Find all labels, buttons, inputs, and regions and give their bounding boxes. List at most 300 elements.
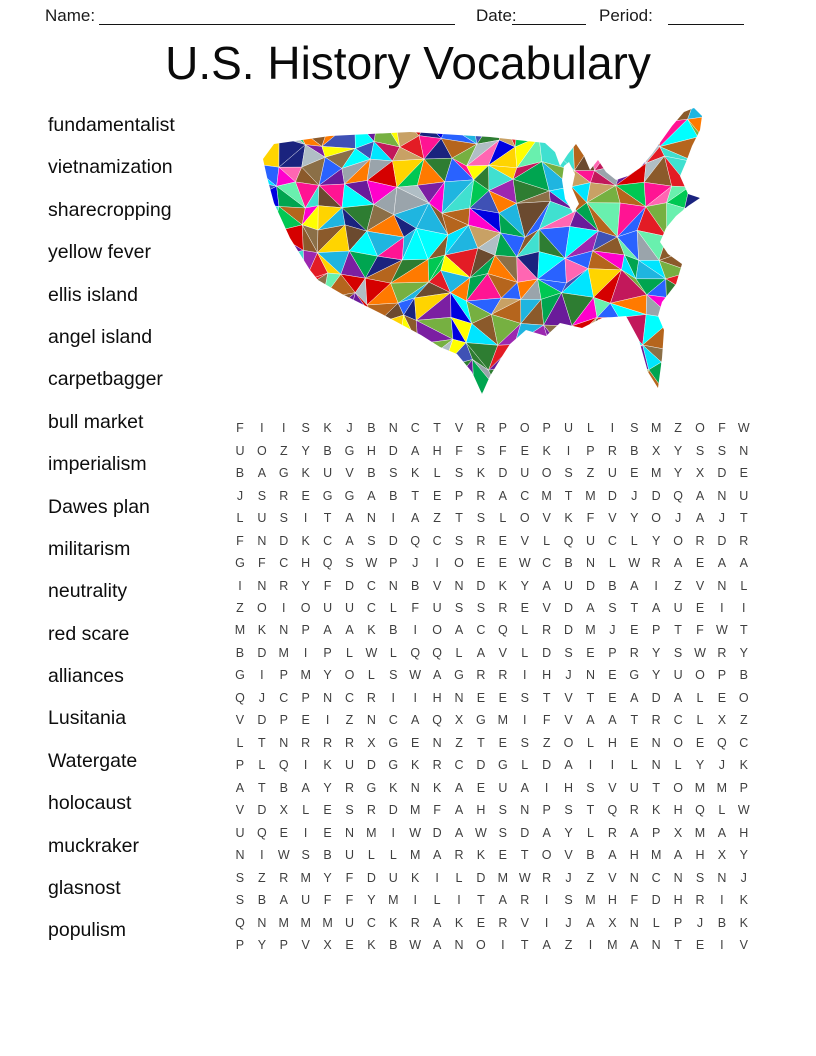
grid-letter: A	[498, 488, 507, 503]
grid-letter: V	[498, 645, 507, 660]
grid-letter: F	[718, 421, 726, 436]
grid-letter: A	[454, 825, 464, 840]
word-list	[48, 104, 248, 952]
grid-letter: H	[695, 848, 705, 863]
grid-letter: W	[694, 645, 706, 660]
grid-letter: R	[607, 825, 617, 840]
grid-letter: V	[520, 915, 529, 930]
grid-letter: X	[454, 713, 464, 728]
grid-letter: J	[696, 915, 704, 930]
grid-letter: S	[520, 690, 529, 705]
grid-letter: C	[476, 623, 486, 638]
grid-letter: M	[278, 915, 289, 930]
grid-letter: O	[673, 735, 683, 750]
grid-letter: D	[651, 893, 661, 908]
grid-letter: X	[673, 825, 683, 840]
grid-letter: D	[520, 825, 530, 840]
grid-letter: P	[542, 803, 551, 818]
grid-letter: M	[388, 893, 399, 908]
grid-letter: A	[695, 511, 705, 526]
grid-letter: F	[542, 713, 551, 728]
grid-letter: N	[673, 870, 683, 885]
grid-letter: O	[738, 690, 749, 705]
grid-letter: E	[695, 938, 705, 953]
grid-letter: J	[565, 668, 572, 683]
grid-letter: G	[366, 780, 377, 795]
grid-letter: R	[607, 443, 617, 458]
grid-letter: P	[652, 623, 661, 638]
grid-letter: A	[432, 848, 442, 863]
grid-letter: S	[717, 443, 727, 458]
grid-letter: V	[235, 803, 245, 818]
grid-letter: T	[564, 488, 573, 503]
grid-letter: A	[520, 780, 529, 795]
grid-letter: J	[631, 488, 638, 503]
grid-letter: V	[695, 578, 705, 593]
grid-letter: C	[366, 578, 376, 593]
grid-letter: F	[258, 556, 266, 571]
grid-letter: A	[345, 623, 354, 638]
grid-letter: Z	[542, 735, 551, 750]
word-list-item: red scare	[48, 622, 130, 645]
grid-letter: F	[236, 421, 244, 436]
grid-letter: Q	[235, 915, 245, 930]
grid-letter: Y	[652, 533, 661, 548]
grid-letter: L	[346, 645, 353, 660]
grid-letter: F	[433, 803, 441, 818]
grid-letter: C	[673, 713, 683, 728]
grid-letter: D	[257, 803, 267, 818]
triangle-mosaic	[260, 106, 720, 401]
grid-row	[229, 642, 755, 664]
grid-letter: Q	[235, 690, 245, 705]
grid-letter: B	[323, 443, 332, 458]
grid-row	[229, 439, 755, 461]
grid-letter: B	[279, 780, 288, 795]
grid-letter: O	[256, 600, 267, 615]
grid-letter: L	[586, 825, 594, 840]
grid-letter: P	[542, 421, 551, 436]
grid-letter: T	[477, 893, 485, 908]
grid-letter: R	[520, 893, 530, 908]
grid-letter: D	[388, 443, 398, 458]
grid-letter: E	[630, 623, 639, 638]
grid-letter: Q	[607, 803, 618, 818]
grid-letter: T	[652, 780, 660, 795]
grid-letter: P	[323, 645, 332, 660]
grid-letter: E	[498, 556, 507, 571]
grid-letter: T	[674, 938, 682, 953]
grid-letter: G	[278, 466, 289, 481]
grid-letter: T	[477, 735, 485, 750]
grid-letter: P	[586, 443, 595, 458]
grid-letter: A	[454, 623, 464, 638]
grid-letter: Q	[563, 533, 574, 548]
grid-letter: D	[366, 870, 376, 885]
grid-letter: U	[673, 600, 683, 615]
grid-letter: F	[345, 870, 354, 885]
grid-letter: Y	[630, 511, 639, 526]
grid-letter: N	[651, 938, 661, 953]
grid-letter: I	[654, 578, 658, 593]
grid-letter: D	[542, 758, 552, 773]
grid-letter: M	[716, 780, 728, 795]
grid-row	[229, 484, 755, 506]
grid-letter: O	[454, 556, 464, 571]
grid-letter: J	[565, 915, 572, 930]
grid-letter: C	[366, 600, 376, 615]
grid-letter: A	[345, 511, 354, 526]
word-list-item: angel island	[48, 325, 153, 348]
grid-letter: V	[345, 466, 354, 481]
grid-letter: S	[454, 533, 464, 548]
grid-letter: R	[366, 803, 376, 818]
grid-letter: N	[388, 578, 398, 593]
grid-letter: O	[344, 668, 355, 683]
grid-letter: E	[520, 600, 529, 615]
grid-letter: W	[737, 421, 750, 436]
grid-letter: L	[521, 623, 529, 638]
grid-letter: I	[325, 713, 330, 728]
grid-letter: S	[564, 645, 573, 660]
grid-letter: P	[652, 825, 661, 840]
grid-letter: O	[256, 443, 267, 458]
word-list-item: Watergate	[48, 749, 138, 772]
grid-letter: R	[542, 623, 552, 638]
grid-letter: P	[717, 668, 727, 683]
grid-letter: C	[344, 690, 354, 705]
grid-letter: A	[630, 578, 639, 593]
grid-letter: F	[455, 443, 463, 458]
grid-letter: D	[717, 466, 727, 481]
grid-letter: I	[522, 713, 527, 728]
grid-letter: T	[411, 488, 420, 503]
grid-letter: U	[432, 600, 442, 615]
grid-letter: E	[476, 690, 486, 705]
grid-letter: A	[586, 915, 595, 930]
grid-letter: O	[432, 623, 442, 638]
grid-letter: N	[279, 623, 289, 638]
grid-letter: N	[257, 915, 267, 930]
grid-letter: M	[694, 825, 706, 840]
grid-letter: M	[694, 780, 706, 795]
grid-letter: K	[564, 511, 573, 526]
grid-letter: A	[454, 780, 464, 795]
grid-letter: M	[409, 848, 421, 863]
grid-letter: N	[432, 735, 442, 750]
grid-letter: N	[739, 443, 749, 458]
grid-letter: J	[346, 421, 353, 436]
grid-letter: G	[497, 758, 508, 773]
grid-letter: H	[607, 893, 617, 908]
grid-letter: U	[235, 443, 245, 458]
grid-letter: L	[521, 758, 529, 773]
grid-letter: W	[715, 623, 728, 638]
word-list-item: populism	[48, 919, 127, 942]
grid-letter: I	[588, 758, 593, 773]
grid-letter: L	[608, 556, 616, 571]
grid-letter: L	[389, 848, 397, 863]
grid-letter: V	[432, 578, 442, 593]
grid-row	[229, 529, 755, 551]
grid-row	[229, 889, 755, 911]
grid-letter: Q	[673, 488, 683, 503]
grid-letter: U	[564, 421, 574, 436]
grid-letter: Z	[674, 421, 682, 436]
grid-letter: R	[498, 600, 508, 615]
grid-letter: C	[366, 915, 376, 930]
grid-letter: M	[409, 803, 421, 818]
grid-letter: H	[607, 735, 617, 750]
grid-letter: Z	[674, 578, 682, 593]
grid-letter: M	[497, 713, 509, 728]
grid-row	[229, 462, 755, 484]
grid-letter: S	[564, 893, 573, 908]
grid-letter: R	[323, 735, 333, 750]
grid-letter: W	[628, 556, 641, 571]
grid-letter: A	[717, 825, 727, 840]
grid-letter: M	[322, 915, 333, 930]
grid-letter: X	[367, 735, 376, 750]
grid-letter: Y	[301, 578, 310, 593]
grid-letter: N	[366, 713, 376, 728]
grid-letter: L	[433, 893, 441, 908]
word-list-item: militarism	[48, 537, 131, 560]
grid-letter: D	[476, 870, 486, 885]
word-list-item: carpetbagger	[48, 368, 163, 391]
grid-letter: E	[323, 825, 332, 840]
grid-letter: I	[282, 600, 286, 615]
grid-letter: A	[608, 848, 617, 863]
grid-letter: F	[696, 623, 704, 638]
grid-letter: E	[520, 443, 529, 458]
grid-letter: Z	[586, 466, 595, 481]
grid-letter: Q	[278, 758, 289, 773]
grid-letter: B	[739, 668, 748, 683]
grid-letter: M	[650, 421, 662, 436]
grid-letter: A	[739, 556, 748, 571]
grid-letter: J	[718, 511, 726, 526]
grid-letter: D	[344, 578, 354, 593]
grid-letter: A	[257, 466, 267, 481]
grid-letter: T	[586, 803, 595, 818]
grid-letter: R	[476, 533, 486, 548]
grid-letter: R	[695, 533, 705, 548]
grid-letter: I	[544, 915, 549, 930]
grid-row	[229, 417, 755, 439]
grid-letter: D	[498, 466, 508, 481]
grid-letter: P	[279, 938, 288, 953]
grid-letter: L	[389, 600, 397, 615]
grid-letter: T	[674, 623, 682, 638]
grid-letter: L	[696, 713, 704, 728]
grid-letter: V	[542, 600, 551, 615]
grid-letter: H	[564, 780, 574, 795]
grid-letter: Y	[564, 825, 573, 840]
grid-letter: C	[388, 713, 398, 728]
grid-letter: Y	[673, 443, 683, 458]
grid-letter: U	[564, 578, 574, 593]
grid-letter: G	[235, 668, 245, 683]
usa-map-image	[260, 106, 720, 401]
grid-letter: C	[323, 533, 333, 548]
grid-letter: U	[344, 915, 354, 930]
grid-letter: C	[739, 735, 749, 750]
grid-letter: N	[366, 511, 376, 526]
grid-letter: E	[476, 556, 486, 571]
grid-letter: A	[608, 713, 617, 728]
grid-letter: X	[695, 466, 705, 481]
grid-letter: A	[498, 893, 507, 908]
grid-letter: G	[235, 556, 245, 571]
grid-letter: M	[585, 893, 596, 908]
grid-letter: M	[300, 870, 311, 885]
date-blank-line	[512, 24, 586, 25]
grid-letter: A	[564, 758, 573, 773]
grid-letter: Q	[256, 825, 267, 840]
grid-letter: G	[454, 668, 464, 683]
grid-letter: N	[629, 915, 639, 930]
grid-letter: R	[717, 645, 727, 660]
grid-letter: O	[541, 848, 552, 863]
grid-letter: I	[742, 600, 746, 615]
grid-letter: N	[520, 803, 530, 818]
grid-letter: M	[300, 668, 311, 683]
grid-letter: W	[365, 556, 378, 571]
grid-letter: I	[391, 825, 396, 840]
grid-letter: R	[651, 556, 661, 571]
grid-letter: L	[302, 803, 310, 818]
grid-letter: L	[499, 511, 507, 526]
word-list-item: Lusitania	[48, 707, 127, 730]
grid-letter: G	[322, 488, 333, 503]
grid-letter: E	[323, 803, 332, 818]
grid-letter: K	[739, 915, 748, 930]
grid-letter: J	[674, 511, 682, 526]
grid-letter: P	[498, 421, 507, 436]
grid-letter: R	[366, 690, 376, 705]
grid-letter: N	[717, 870, 727, 885]
grid-letter: C	[542, 556, 552, 571]
grid-letter: S	[454, 466, 464, 481]
grid-letter: S	[389, 466, 398, 481]
grid-letter: M	[366, 825, 377, 840]
grid-letter: X	[717, 848, 727, 863]
grid-letter: T	[630, 713, 639, 728]
grid-letter: R	[344, 780, 354, 795]
grid-letter: Y	[367, 893, 376, 908]
grid-letter: Y	[739, 848, 748, 863]
grid-letter: D	[607, 488, 617, 503]
grid-letter: S	[630, 421, 639, 436]
grid-letter: E	[476, 915, 486, 930]
grid-letter: R	[454, 848, 464, 863]
grid-letter: S	[279, 511, 288, 526]
grid-letter: S	[498, 825, 507, 840]
grid-letter: C	[279, 556, 289, 571]
grid-letter: B	[411, 578, 420, 593]
grid-letter: A	[542, 938, 551, 953]
grid-row	[229, 709, 755, 731]
grid-letter: R	[476, 488, 486, 503]
grid-letter: R	[695, 893, 705, 908]
grid-letter: B	[586, 848, 595, 863]
grid-letter: K	[389, 780, 398, 795]
grid-letter: B	[257, 893, 267, 908]
word-list-item: holocaust	[48, 792, 132, 815]
grid-letter: E	[695, 556, 705, 571]
grid-letter: F	[323, 578, 332, 593]
grid-letter: S	[389, 668, 398, 683]
grid-letter: S	[345, 556, 354, 571]
grid-letter: Q	[322, 556, 333, 571]
grid-letter: S	[476, 600, 486, 615]
grid-letter: I	[501, 938, 505, 953]
grid-letter: S	[673, 645, 683, 660]
grid-letter: C	[454, 758, 464, 773]
grid-letter: S	[695, 870, 705, 885]
grid-letter: I	[260, 668, 264, 683]
grid-letter: I	[720, 893, 724, 908]
grid-letter: R	[279, 488, 289, 503]
grid-letter: A	[279, 893, 288, 908]
grid-letter: H	[739, 825, 749, 840]
grid-letter: I	[544, 893, 549, 908]
grid-letter: W	[475, 825, 487, 840]
grid-letter: M	[497, 870, 509, 885]
grid-letter: V	[739, 938, 748, 953]
grid-row	[229, 507, 755, 529]
grid-letter: O	[673, 780, 683, 795]
grid-letter: P	[454, 488, 464, 503]
grid-letter: W	[518, 556, 531, 571]
grid-letter: T	[630, 600, 639, 615]
grid-letter: E	[717, 690, 727, 705]
grid-letter: E	[301, 488, 310, 503]
period-label: Period:	[599, 6, 653, 25]
grid-letter: K	[257, 623, 267, 638]
grid-letter: T	[739, 623, 748, 638]
grid-letter: A	[323, 623, 332, 638]
grid-letter: L	[740, 578, 748, 593]
grid-letter: Y	[323, 668, 332, 683]
grid-letter: R	[498, 668, 508, 683]
grid-letter: I	[260, 421, 264, 436]
grid-letter: B	[389, 938, 398, 953]
period-blank-line	[668, 24, 744, 25]
grid-letter: T	[542, 690, 551, 705]
grid-row	[229, 799, 755, 821]
grid-letter: L	[652, 915, 660, 930]
grid-letter: B	[717, 915, 727, 930]
page-title: U.S. History Vocabulary	[165, 37, 651, 89]
grid-letter: K	[542, 443, 551, 458]
grid-letter: L	[236, 735, 244, 750]
grid-letter: J	[565, 870, 572, 885]
grid-letter: I	[435, 870, 439, 885]
grid-letter: Y	[695, 758, 705, 773]
grid-letter: A	[673, 556, 683, 571]
grid-letter: R	[651, 713, 661, 728]
grid-letter: M	[607, 938, 618, 953]
grid-letter: N	[323, 690, 333, 705]
grid-letter: N	[279, 735, 289, 750]
grid-letter: X	[717, 713, 727, 728]
grid-letter: B	[564, 556, 573, 571]
grid-letter: I	[303, 511, 308, 526]
grid-letter: E	[695, 735, 705, 750]
grid-row	[229, 664, 755, 686]
